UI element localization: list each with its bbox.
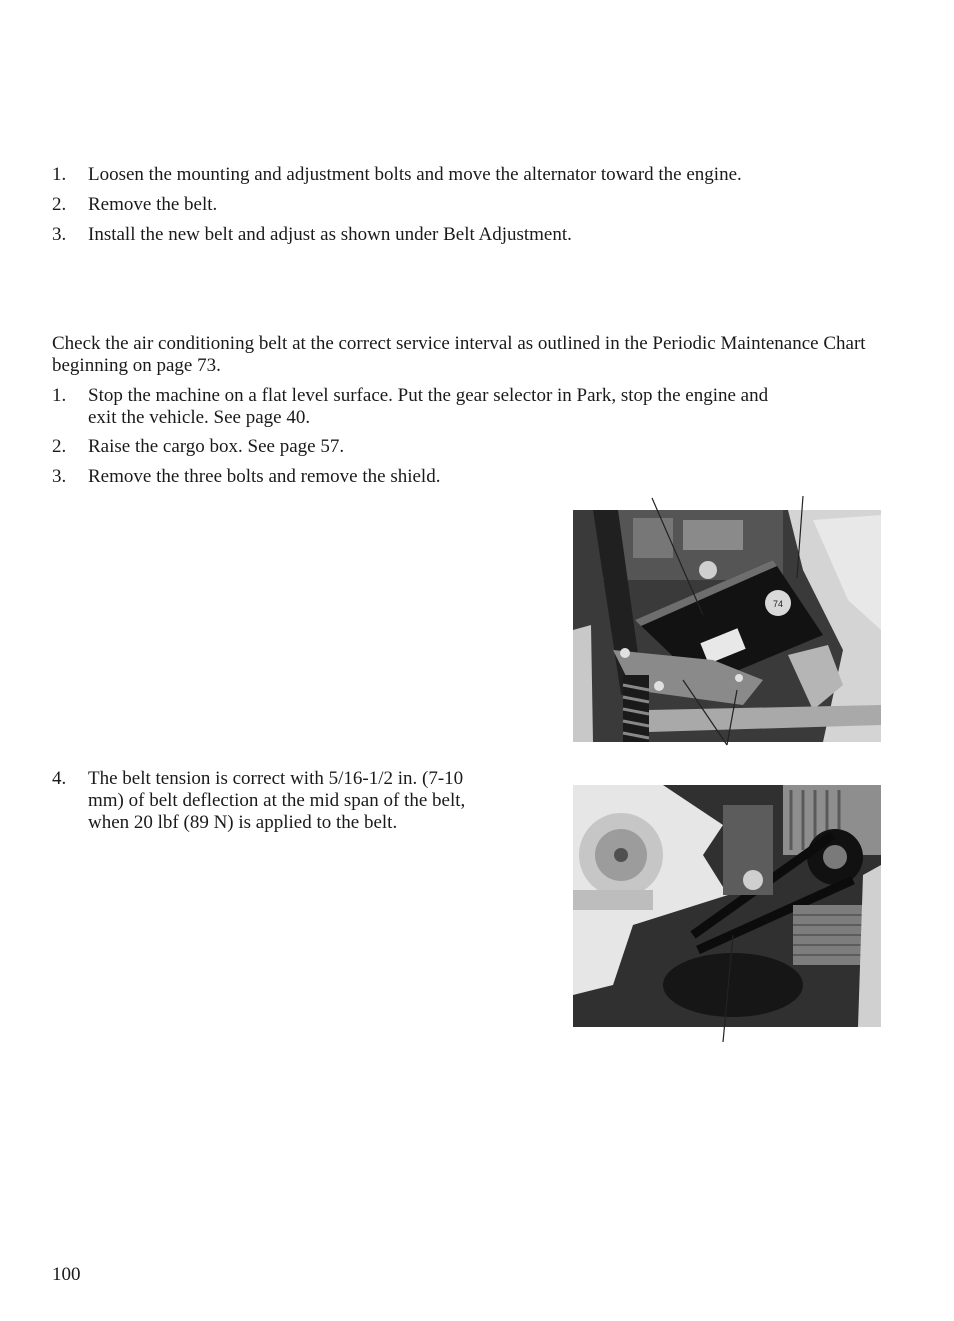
step-number: 2. <box>52 436 67 457</box>
step-text-line3: when 20 lbf (89 N) is applied to the belt. <box>88 812 398 833</box>
step-number: 2. <box>52 194 67 215</box>
step-text: Remove the three bolts and remove the shield. <box>88 466 441 487</box>
step-text: Remove the belt. <box>88 194 218 215</box>
step-text-line2: mm) of belt deflection at the mid span of the belt, <box>88 790 466 811</box>
shield-label-text: 74 <box>772 599 784 609</box>
step-number: 1. <box>52 164 67 185</box>
step-text: Loosen the mounting and adjustment bolts and move the alternator toward the engine. <box>88 164 742 185</box>
step-number: 3. <box>52 466 67 487</box>
step-text-line1: Stop the machine on a flat level surface. Put the gear selector in Park, stop the engine and <box>88 385 769 406</box>
step-text-line1: The belt tension is correct with 5/16-1/2 in. (7-10 <box>88 768 464 789</box>
belt-photo-illustration <box>573 785 881 1027</box>
shield-photo-illustration <box>573 510 881 742</box>
ac-belt-intro: Check the air conditioning belt at the correct service interval as outlined in the Periodic Maintenance Chart beginning on page 73. <box>52 333 866 376</box>
shield-photo <box>573 510 881 742</box>
page-number: 100 <box>52 1264 81 1285</box>
step-text: Raise the cargo box. See page 57. <box>88 436 345 457</box>
step-text-line2: exit the vehicle. See page 40. <box>88 407 311 428</box>
step-number: 3. <box>52 224 67 245</box>
step-number: 1. <box>52 385 67 406</box>
step-text: Install the new belt and adjust as shown under Belt Adjustment. <box>88 224 572 245</box>
step-number: 4. <box>52 768 67 789</box>
belt-photo <box>573 785 881 1027</box>
